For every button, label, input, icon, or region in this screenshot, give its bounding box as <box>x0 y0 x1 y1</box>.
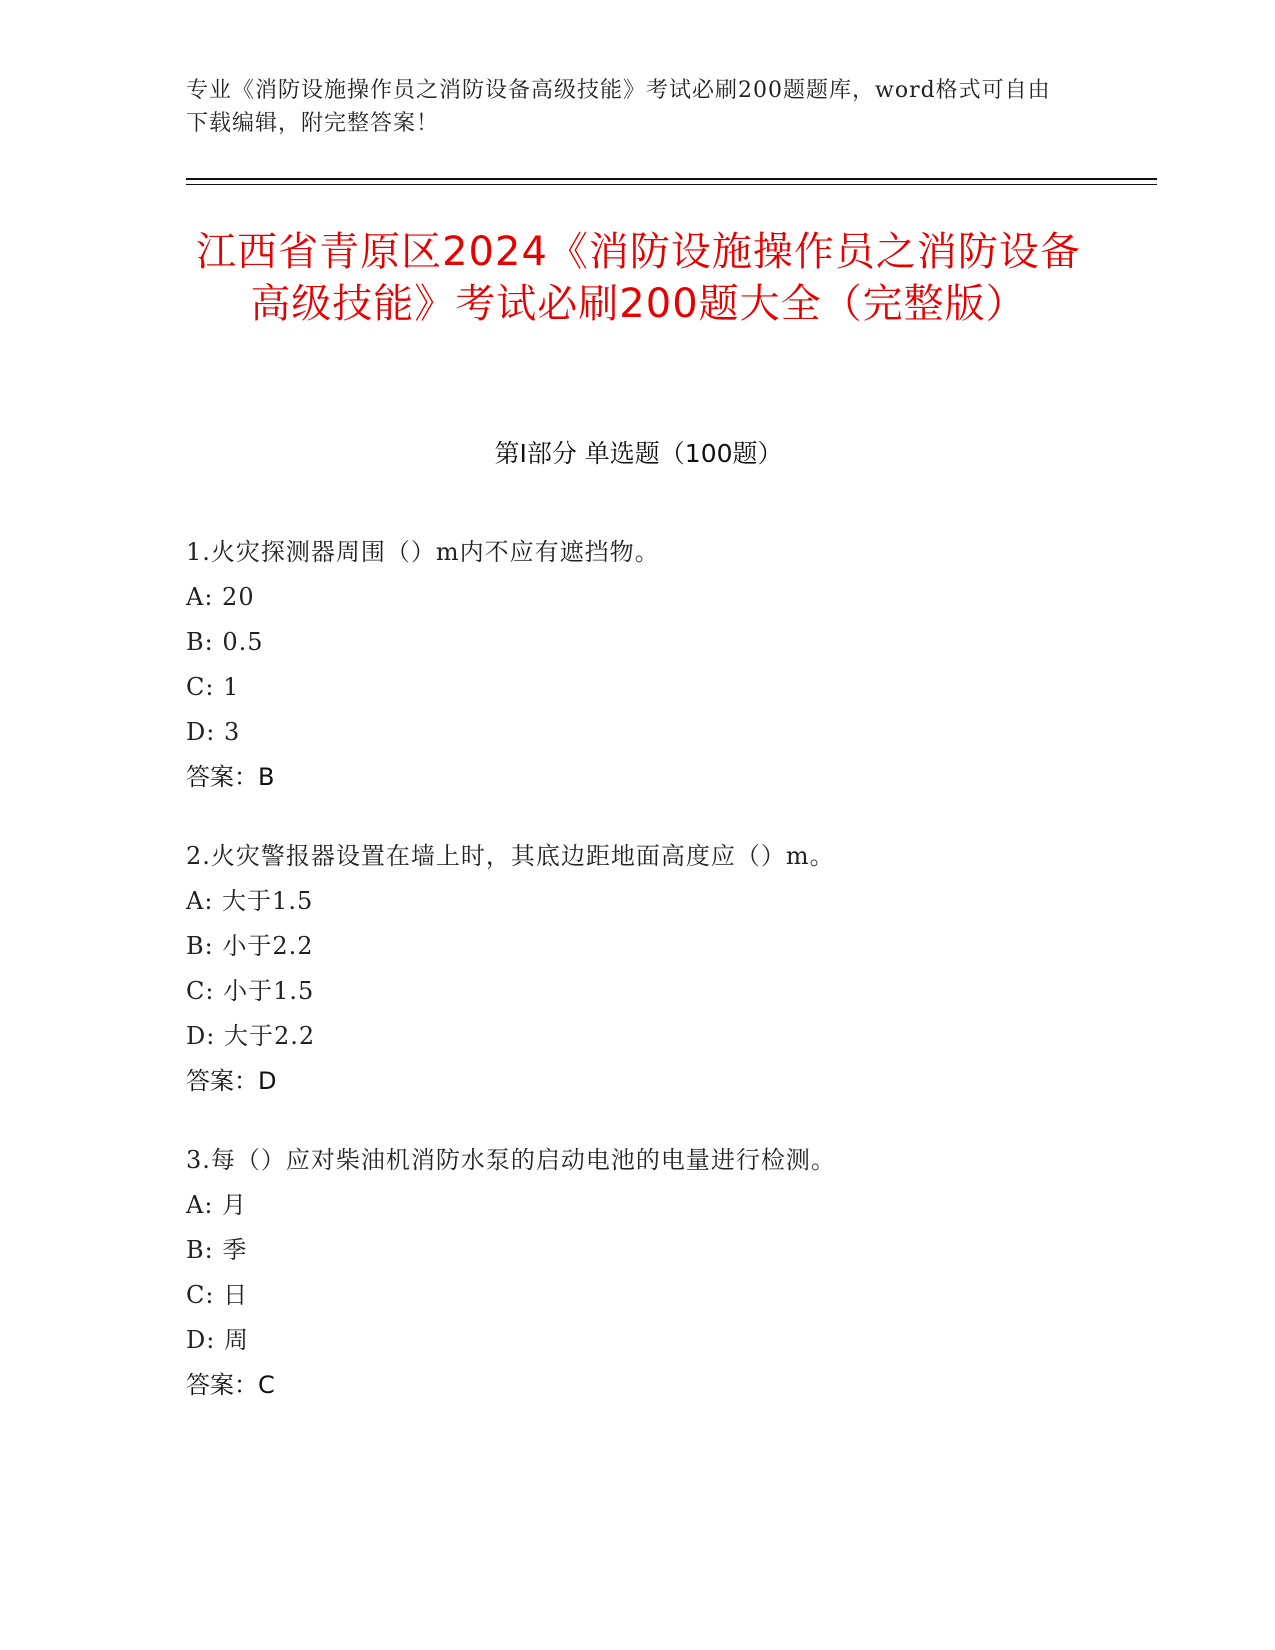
section-title: 第Ⅰ部分 单选题（100题） <box>494 439 783 468</box>
answer: 答案：D <box>186 1067 277 1095</box>
option-b: B: 小于2.2 <box>186 932 314 960</box>
question-list <box>186 530 1091 1442</box>
option-d: D: 大于2.2 <box>186 1022 316 1050</box>
option-c: C: 日 <box>186 1281 249 1309</box>
option-c: C: 1 <box>186 673 240 701</box>
header-note: 专业《消防设施操作员之消防设备高级技能》考试必刷200题题库，word格式可自由下载编辑，附完整答案！ <box>186 78 1051 136</box>
question-stem: 3.每（）应对柴油机消防水泵的启动电池的电量进行检测。 <box>186 1146 836 1174</box>
option-b: B: 0.5 <box>186 628 264 656</box>
question-3 <box>186 1138 1091 1408</box>
option-d: D: 周 <box>186 1326 249 1354</box>
question-stem: 1.火灾探测器周围（）m内不应有遮挡物。 <box>186 538 660 566</box>
header-rule-thin <box>186 184 1157 185</box>
question-2 <box>186 834 1091 1104</box>
option-a: A: 20 <box>186 583 255 611</box>
option-a: A: 大于1.5 <box>186 887 314 915</box>
question-stem: 2.火灾警报器设置在墙上时，其底边距地面高度应（）m。 <box>186 842 835 870</box>
option-a: A: 月 <box>186 1191 248 1219</box>
answer: 答案：C <box>186 1371 275 1399</box>
option-c: C: 小于1.5 <box>186 977 315 1005</box>
header-rule-thick <box>186 178 1157 180</box>
option-b: B: 季 <box>186 1236 248 1264</box>
answer: 答案：B <box>186 763 275 791</box>
question-1 <box>186 530 1091 800</box>
option-d: D: 3 <box>186 718 241 746</box>
document-title: 江西省青原区2024《消防设施操作员之消防设备高级技能》考试必刷200题大全（完整版） <box>196 229 1081 327</box>
